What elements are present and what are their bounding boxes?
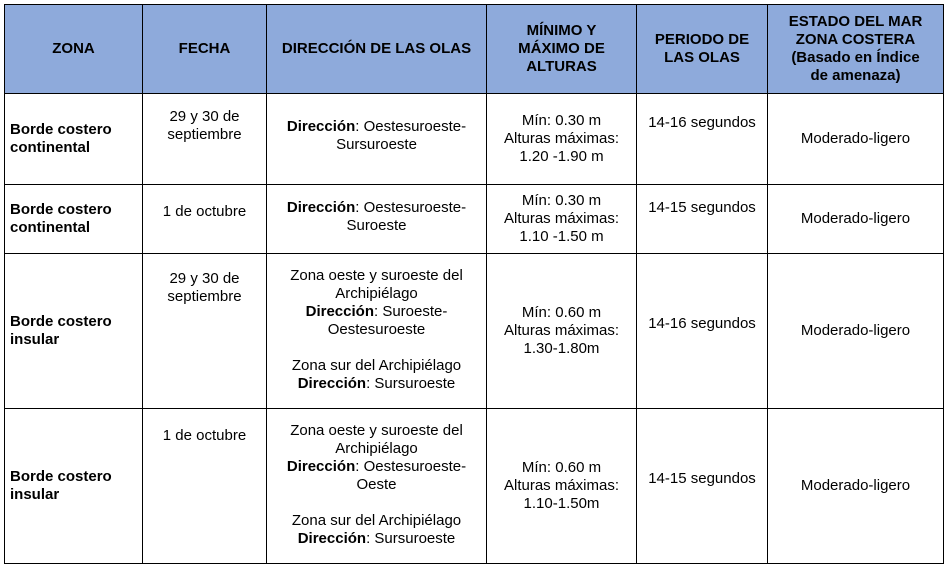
alturas-cell: Mín: 0.30 m Alturas máximas: 1.10 -1.50 m: [487, 185, 637, 254]
table-row: [5, 185, 944, 254]
header-alturas: MÍNIMO Y MÁXIMO DE ALTURAS: [487, 5, 637, 94]
zona-cell: Borde costero continental: [5, 94, 143, 185]
periodo-cell: 14-16 segundos: [637, 254, 768, 409]
table-row: [5, 254, 944, 409]
alturas-cell: Mín: 0.60 m Alturas máximas: 1.30-1.80m: [487, 254, 637, 409]
table-row: [5, 94, 944, 185]
header-periodo: PERIODO DE LAS OLAS: [637, 5, 768, 94]
fecha-cell: 1 de octubre: [143, 409, 267, 564]
alturas-cell: Mín: 0.60 m Alturas máximas: 1.10-1.50m: [487, 409, 637, 564]
direccion-cell: Dirección: Oestesuroeste- Suroeste: [267, 185, 487, 254]
fecha-cell: 29 y 30 de septiembre: [143, 94, 267, 185]
header-direccion: DIRECCIÓN DE LAS OLAS: [267, 5, 487, 94]
zona-cell: Borde costero insular: [5, 254, 143, 409]
direccion-cell: Zona oeste y suroeste del Archipiélago Dirección: Suroeste- Oestesuroeste Zona sur del Archipiélago Dirección: Sursuroeste: [267, 254, 487, 409]
header-fecha: FECHA: [143, 5, 267, 94]
estado-cell: Moderado-ligero: [768, 94, 944, 185]
estado-cell: Moderado-ligero: [768, 254, 944, 409]
periodo-cell: 14-15 segundos: [637, 409, 768, 564]
header-zona: ZONA: [5, 5, 143, 94]
alturas-cell: Mín: 0.30 m Alturas máximas: 1.20 -1.90 m: [487, 94, 637, 185]
periodo-cell: 14-15 segundos: [637, 185, 768, 254]
fecha-cell: 29 y 30 de septiembre: [143, 254, 267, 409]
fecha-cell: 1 de octubre: [143, 185, 267, 254]
zona-cell: Borde costero insular: [5, 409, 143, 564]
direccion-cell: Dirección: Oestesuroeste- Sursuroeste: [267, 94, 487, 185]
direccion-cell: Zona oeste y suroeste del Archipiélago Dirección: Oestesuroeste- Oeste Zona sur del Archipiélago Dirección: Sursuroeste: [267, 409, 487, 564]
header-estado: ESTADO DEL MAR ZONA COSTERA (Basado en Índice de amenaza): [768, 5, 944, 94]
zona-cell: Borde costero continental: [5, 185, 143, 254]
estado-cell: Moderado-ligero: [768, 185, 944, 254]
header-row: [5, 5, 944, 94]
table-row: [5, 409, 944, 564]
estado-cell: Moderado-ligero: [768, 409, 944, 564]
forecast-table: [4, 4, 944, 564]
periodo-cell: 14-16 segundos: [637, 94, 768, 185]
